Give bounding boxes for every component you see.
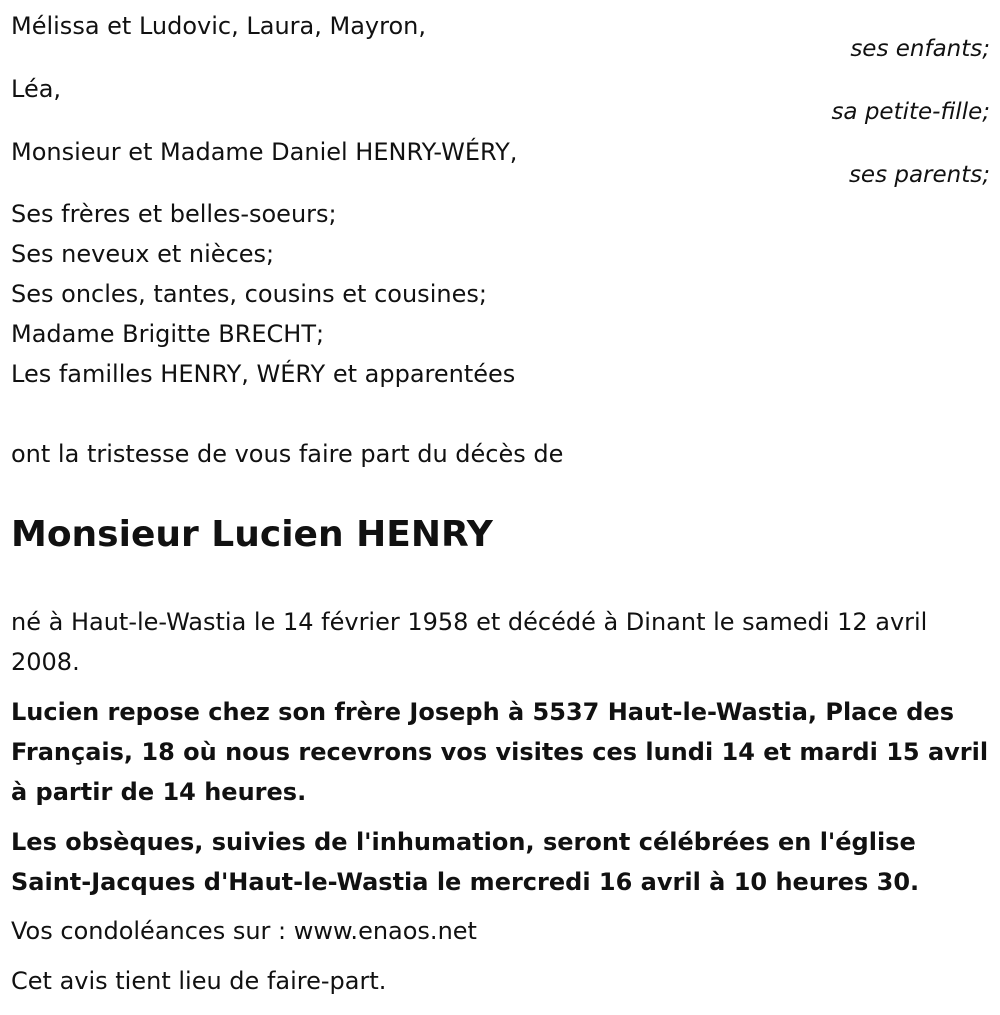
relatives-siblings: Ses frères et belles-soeurs; <box>11 200 337 228</box>
granddaughter-name: Léa, <box>11 75 62 103</box>
children-role: ses enfants; <box>850 36 990 62</box>
relatives-brecht: Madame Brigitte BRECHT; <box>11 320 325 348</box>
relatives-nephews: Ses neveux et nièces; <box>11 240 275 268</box>
birth-death-text: né à Haut-le-Wastia le 14 février 1958 et décédé à Dinant le samedi 12 avril 2008. <box>11 608 928 676</box>
visitation-text: Lucien repose chez son frère Joseph à 5537 Haut-le-Wastia, Place des Français, 18 où nous recevrons vos visites ces lundi 14 et mardi 15 avril à partir de 14 heures. <box>11 698 989 806</box>
announcement-text: ont la tristesse de vous faire part du décès de <box>11 440 564 468</box>
parents-names: Monsieur et Madame Daniel HENRY-WÉRY, <box>11 138 518 166</box>
funeral-text: Les obsèques, suivies de l'inhumation, seront célébrées en l'église Saint-Jacques d'Haut-le-Wastia le mercredi 16 avril à 10 heures 30. <box>11 828 920 896</box>
notice-text: Cet avis tient lieu de faire-part. <box>11 967 387 995</box>
granddaughter-role: sa petite-fille; <box>831 99 990 125</box>
children-names: Mélissa et Ludovic, Laura, Mayron, <box>11 12 426 40</box>
parents-role: ses parents; <box>848 162 990 188</box>
relatives-families: Les familles HENRY, WÉRY et apparentées <box>11 360 516 388</box>
deceased-name: Monsieur Lucien HENRY <box>11 514 493 555</box>
relatives-uncles: Ses oncles, tantes, cousins et cousines; <box>11 280 487 308</box>
condolences-text: Vos condoléances sur : www.enaos.net <box>11 917 477 945</box>
